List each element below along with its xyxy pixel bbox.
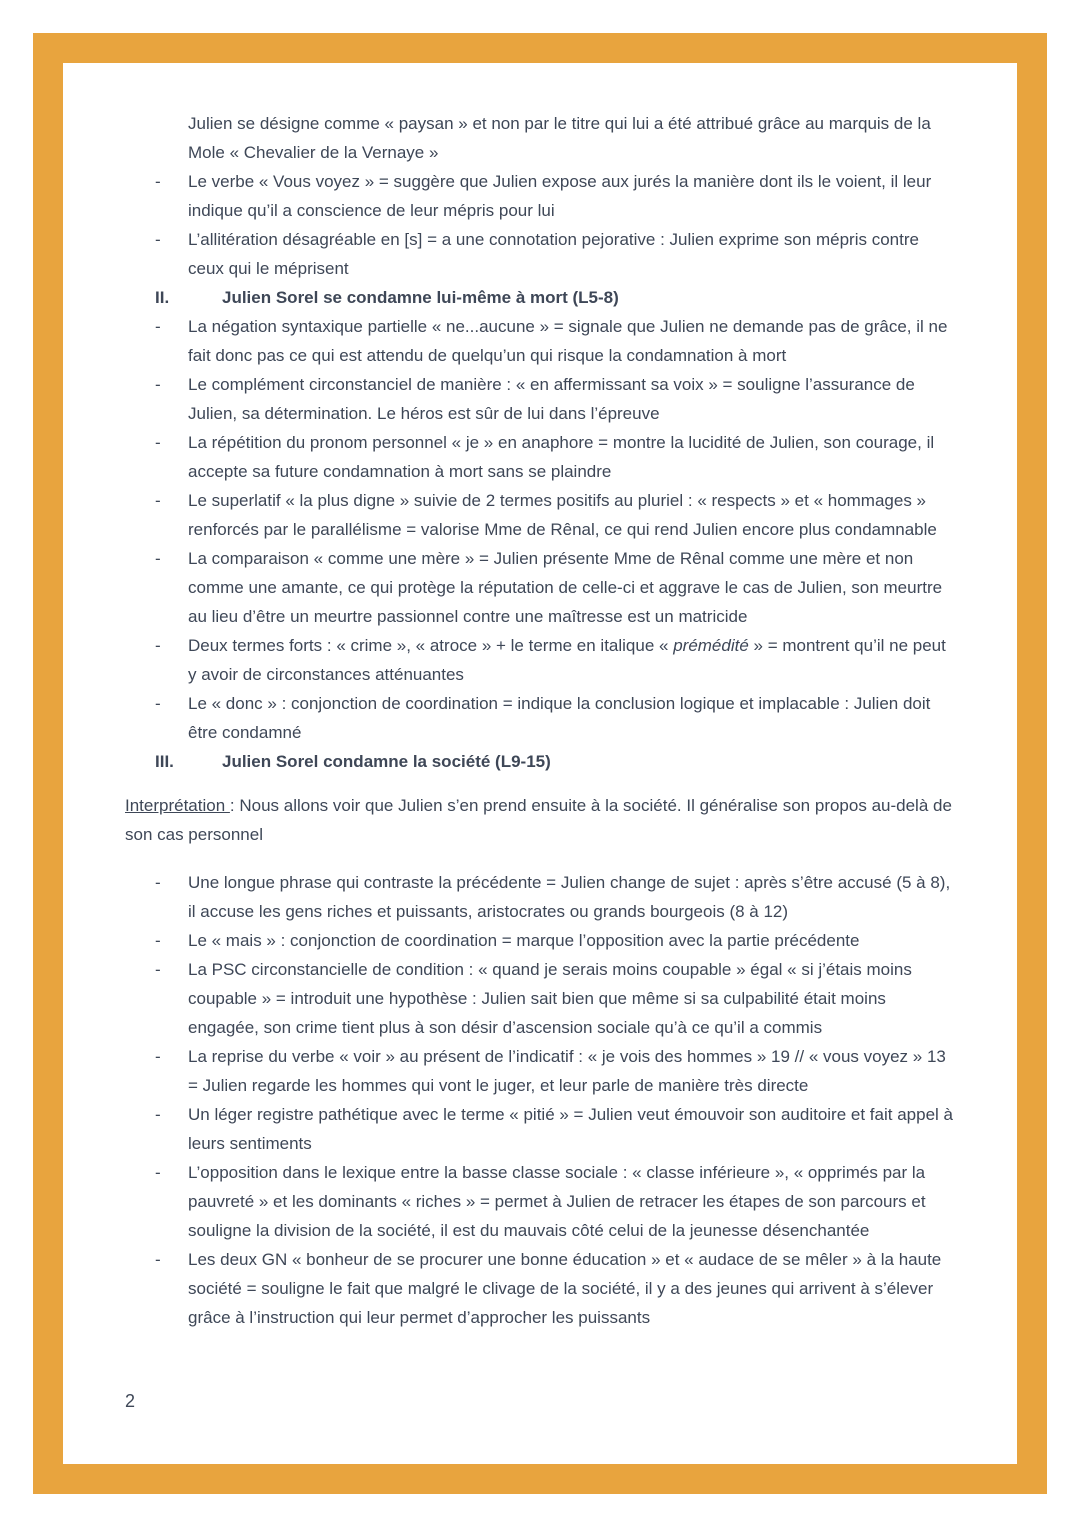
dash-bullet: - — [155, 960, 161, 979]
list-item — [155, 955, 955, 1042]
dash-bullet: - — [155, 1163, 161, 1182]
section-number: III. — [155, 752, 174, 771]
list-item-text: L’opposition dans le lexique entre la basse classe sociale : « classe inférieure », « opprimés par la pauvreté » et les dominants « riches » = permet à Julien de retracer les étapes de son parcours et souligne la division de la société, il est du mauvais côté celui de la jeunesse désenchantée — [188, 1163, 926, 1240]
text-run: » = montrent qu’il ne peut y avoir de circonstances atténuantes — [188, 636, 946, 684]
page-border-frame — [33, 33, 1047, 1494]
section-heading — [155, 283, 955, 312]
dash-bullet: - — [155, 491, 161, 510]
list-item-text: Le « mais » : conjonction de coordination = marque l’opposition avec la partie précédente — [188, 931, 860, 950]
list-item — [155, 1042, 955, 1100]
section-number: II. — [155, 288, 170, 307]
list-item — [155, 1158, 955, 1245]
page-number: 2 — [125, 1391, 136, 1411]
list-item-text: La répétition du pronom personnel « je » en anaphore = montre la lucidité de Julien, son courage, il accepte sa future condamnation à mort sans se plaindre — [188, 433, 935, 481]
section-title: Julien Sorel se condamne lui-même à mort (L5-8) — [222, 288, 619, 307]
dash-bullet: - — [155, 549, 161, 568]
list-item — [155, 312, 955, 370]
list-item-text: Le superlatif « la plus digne » suivie de 2 termes positifs au pluriel : « respects » et « hommages » renforcés par le parallélisme = valorise Mme de Rênal, ce qui rend Julien encore plus condamnable — [188, 491, 937, 539]
list-item — [155, 631, 955, 689]
dash-bullet: - — [155, 1105, 161, 1124]
list-item-text: La PSC circonstancielle de condition : « quand je serais moins coupable » égal « si j’étais moins coupable » = introduit une hypothèse : Julien sait bien que même si sa culpabilité était moins engagée, son crime tient plus à son désir d’ascension sociale qu’à ce qu’il a commis — [188, 960, 912, 1037]
list-item-text: Les deux GN « bonheur de se procurer une bonne éducation » et « audace de se mêler » à la haute société = souligne le fait que malgré le clivage de la société, il y a des jeunes qui arrivent à s’élever grâce à l’instruction qui leur permet d’approcher les puissants — [188, 1250, 942, 1327]
document-body — [63, 63, 1017, 1332]
list-item-text: Le « donc » : conjonction de coordination = indique la conclusion logique et implacable : Julien doit être condamné — [188, 694, 931, 742]
list-item — [155, 225, 955, 283]
list-item-text: La comparaison « comme une mère » = Julien présente Mme de Rênal comme une mère et non comme une amante, ce qui protège la réputation de celle-ci et aggrave le cas de Julien, son meurtre au lieu d’être un meurtre passionnel contre une maîtresse est un matricide — [188, 549, 943, 626]
list-item — [155, 926, 955, 955]
list-item — [155, 689, 955, 747]
dash-bullet: - — [155, 873, 161, 892]
list-item — [155, 868, 955, 926]
dash-bullet: - — [155, 317, 161, 336]
interpretation-paragraph — [125, 791, 955, 849]
list-item-text: La négation syntaxique partielle « ne...aucune » = signale que Julien ne demande pas de grâce, il ne fait donc pas ce qui est attendu de quelqu’un qui risque la condamnation à mort — [188, 317, 948, 365]
dash-bullet: - — [155, 694, 161, 713]
list-item — [155, 1245, 955, 1332]
list-item-text: Le complément circonstanciel de manière : « en affermissant sa voix » = souligne l’assurance de Julien, sa détermination. Le héros est sûr de lui dans l’épreuve — [188, 375, 915, 423]
list-item — [155, 428, 955, 486]
text-run: Deux termes forts : « crime », « atroce » + le terme en italique « — [188, 636, 674, 655]
list-item-text — [188, 631, 955, 689]
section-heading — [155, 747, 955, 776]
dash-bullet: - — [155, 1047, 161, 1066]
list-item — [155, 370, 955, 428]
dash-bullet: - — [155, 230, 161, 249]
list-item-text: L’allitération désagréable en [s] = a une connotation pejorative : Julien exprime son mépris contre ceux qui le méprisent — [188, 230, 919, 278]
list-item — [155, 486, 955, 544]
list-item — [155, 1100, 955, 1158]
text-run: : Nous allons voir que Julien s’en prend ensuite à la société. Il généralise son propos au-delà de son cas personnel — [125, 796, 952, 844]
dash-bullet: - — [155, 1250, 161, 1269]
underlined-text: Interprétation — [125, 796, 230, 815]
list-item — [155, 167, 955, 225]
dash-bullet: - — [155, 433, 161, 452]
document-page — [63, 63, 1017, 1464]
italic-text: prémédité — [673, 636, 749, 655]
list-item — [155, 544, 955, 631]
list-item-text: Un léger registre pathétique avec le terme « pitié » = Julien veut émouvoir son auditoire et fait appel à leurs sentiments — [188, 1105, 953, 1153]
dash-bullet: - — [155, 172, 161, 191]
list-item-text: La reprise du verbe « voir » au présent de l’indicatif : « je vois des hommes » 19 // « vous voyez » 13 = Julien regarde les hommes qui vont le juger, et leur parle de manière très directe — [188, 1047, 946, 1095]
list-item-text: Le verbe « Vous voyez » = suggère que Julien expose aux jurés la manière dont ils le voient, il leur indique qu’il a conscience de leur mépris pour lui — [188, 172, 932, 220]
dash-bullet: - — [155, 636, 161, 655]
list-item-continuation: Julien se désigne comme « paysan » et non par le titre qui lui a été attribué grâce au marquis de la Mole « Chevalier de la Vernaye » — [188, 114, 931, 162]
dash-bullet: - — [155, 375, 161, 394]
dash-bullet: - — [155, 931, 161, 950]
list-item-text: Une longue phrase qui contraste la précédente = Julien change de sujet : après s’être accusé (5 à 8), il accuse les gens riches et puissants, aristocrates ou grands bourgeois (8 à 12) — [188, 873, 951, 921]
section-title: Julien Sorel condamne la société (L9-15) — [222, 752, 551, 771]
